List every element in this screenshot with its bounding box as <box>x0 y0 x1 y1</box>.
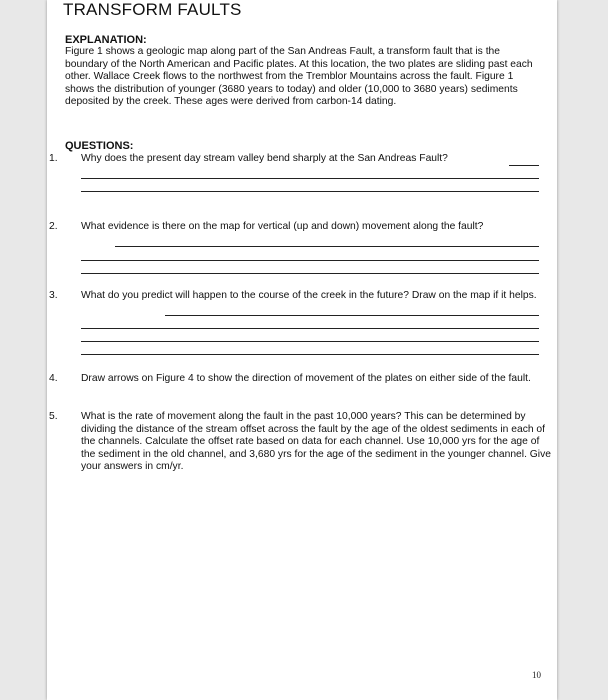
question-text: Why does the present day stream valley bend sharply at the San Andreas Fault? <box>81 153 448 164</box>
question-text: What do you predict will happen to the course of the creek in the future? Draw on the map if it helps. <box>81 290 537 301</box>
answer-line[interactable] <box>81 191 539 192</box>
question-number: 5. <box>49 411 58 422</box>
answer-line[interactable] <box>165 315 539 316</box>
answer-line[interactable] <box>81 328 539 329</box>
question-5 <box>49 411 555 474</box>
page-number: 10 <box>532 670 541 680</box>
question-2 <box>49 221 551 234</box>
question-4 <box>49 373 551 386</box>
question-3 <box>49 290 551 303</box>
question-number: 4. <box>49 373 58 384</box>
answer-line[interactable] <box>81 260 539 261</box>
answer-line[interactable] <box>81 354 539 355</box>
answer-line[interactable] <box>81 273 539 274</box>
question-text: What evidence is there on the map for vertical (up and down) movement along the fault? <box>81 221 484 232</box>
question-1 <box>49 153 563 166</box>
page-title: TRANSFORM FAULTS <box>63 0 242 19</box>
answer-line[interactable] <box>115 246 539 247</box>
question-number: 3. <box>49 290 58 301</box>
answer-line[interactable] <box>509 165 539 166</box>
question-text: What is the rate of movement along the fault in the past 10,000 years? This can be determined by dividing the distance of the stream offset across the fault by the age of the oldest sediments in each of the channels. Calculate the offset rate based on data for each channel. Use 10,000 yrs for the age of the sediment in the old channel, and 3,680 yrs for the age of the sediment in the younger channel. Give your answers in cm/yr. <box>81 411 551 472</box>
viewer-margin-left <box>0 0 47 700</box>
question-text: Draw arrows on Figure 4 to show the direction of movement of the plates on either side of the fault. <box>81 373 531 384</box>
explanation-text: Figure 1 shows a geologic map along part of the San Andreas Fault, a transform fault that is the boundary of the North American and Pacific plates. At this location, the two plates are sliding past each other. Wallace Creek flows to the northwest from the Tremblor Mountains across the fault. Figure 1 shows the distribution of younger (3680 years to today) and older (10,000 to 3680 years) sediments deposited by the creek. These ages were derived from carbon-14 dating. <box>65 46 533 107</box>
questions-heading: QUESTIONS: <box>65 140 134 152</box>
answer-line[interactable] <box>81 341 539 342</box>
question-number: 2. <box>49 221 58 232</box>
document-page <box>47 0 557 700</box>
question-number: 1. <box>49 153 58 164</box>
viewer-margin-right <box>557 0 608 700</box>
answer-line[interactable] <box>81 178 539 179</box>
explanation-heading: EXPLANATION: <box>65 34 147 46</box>
